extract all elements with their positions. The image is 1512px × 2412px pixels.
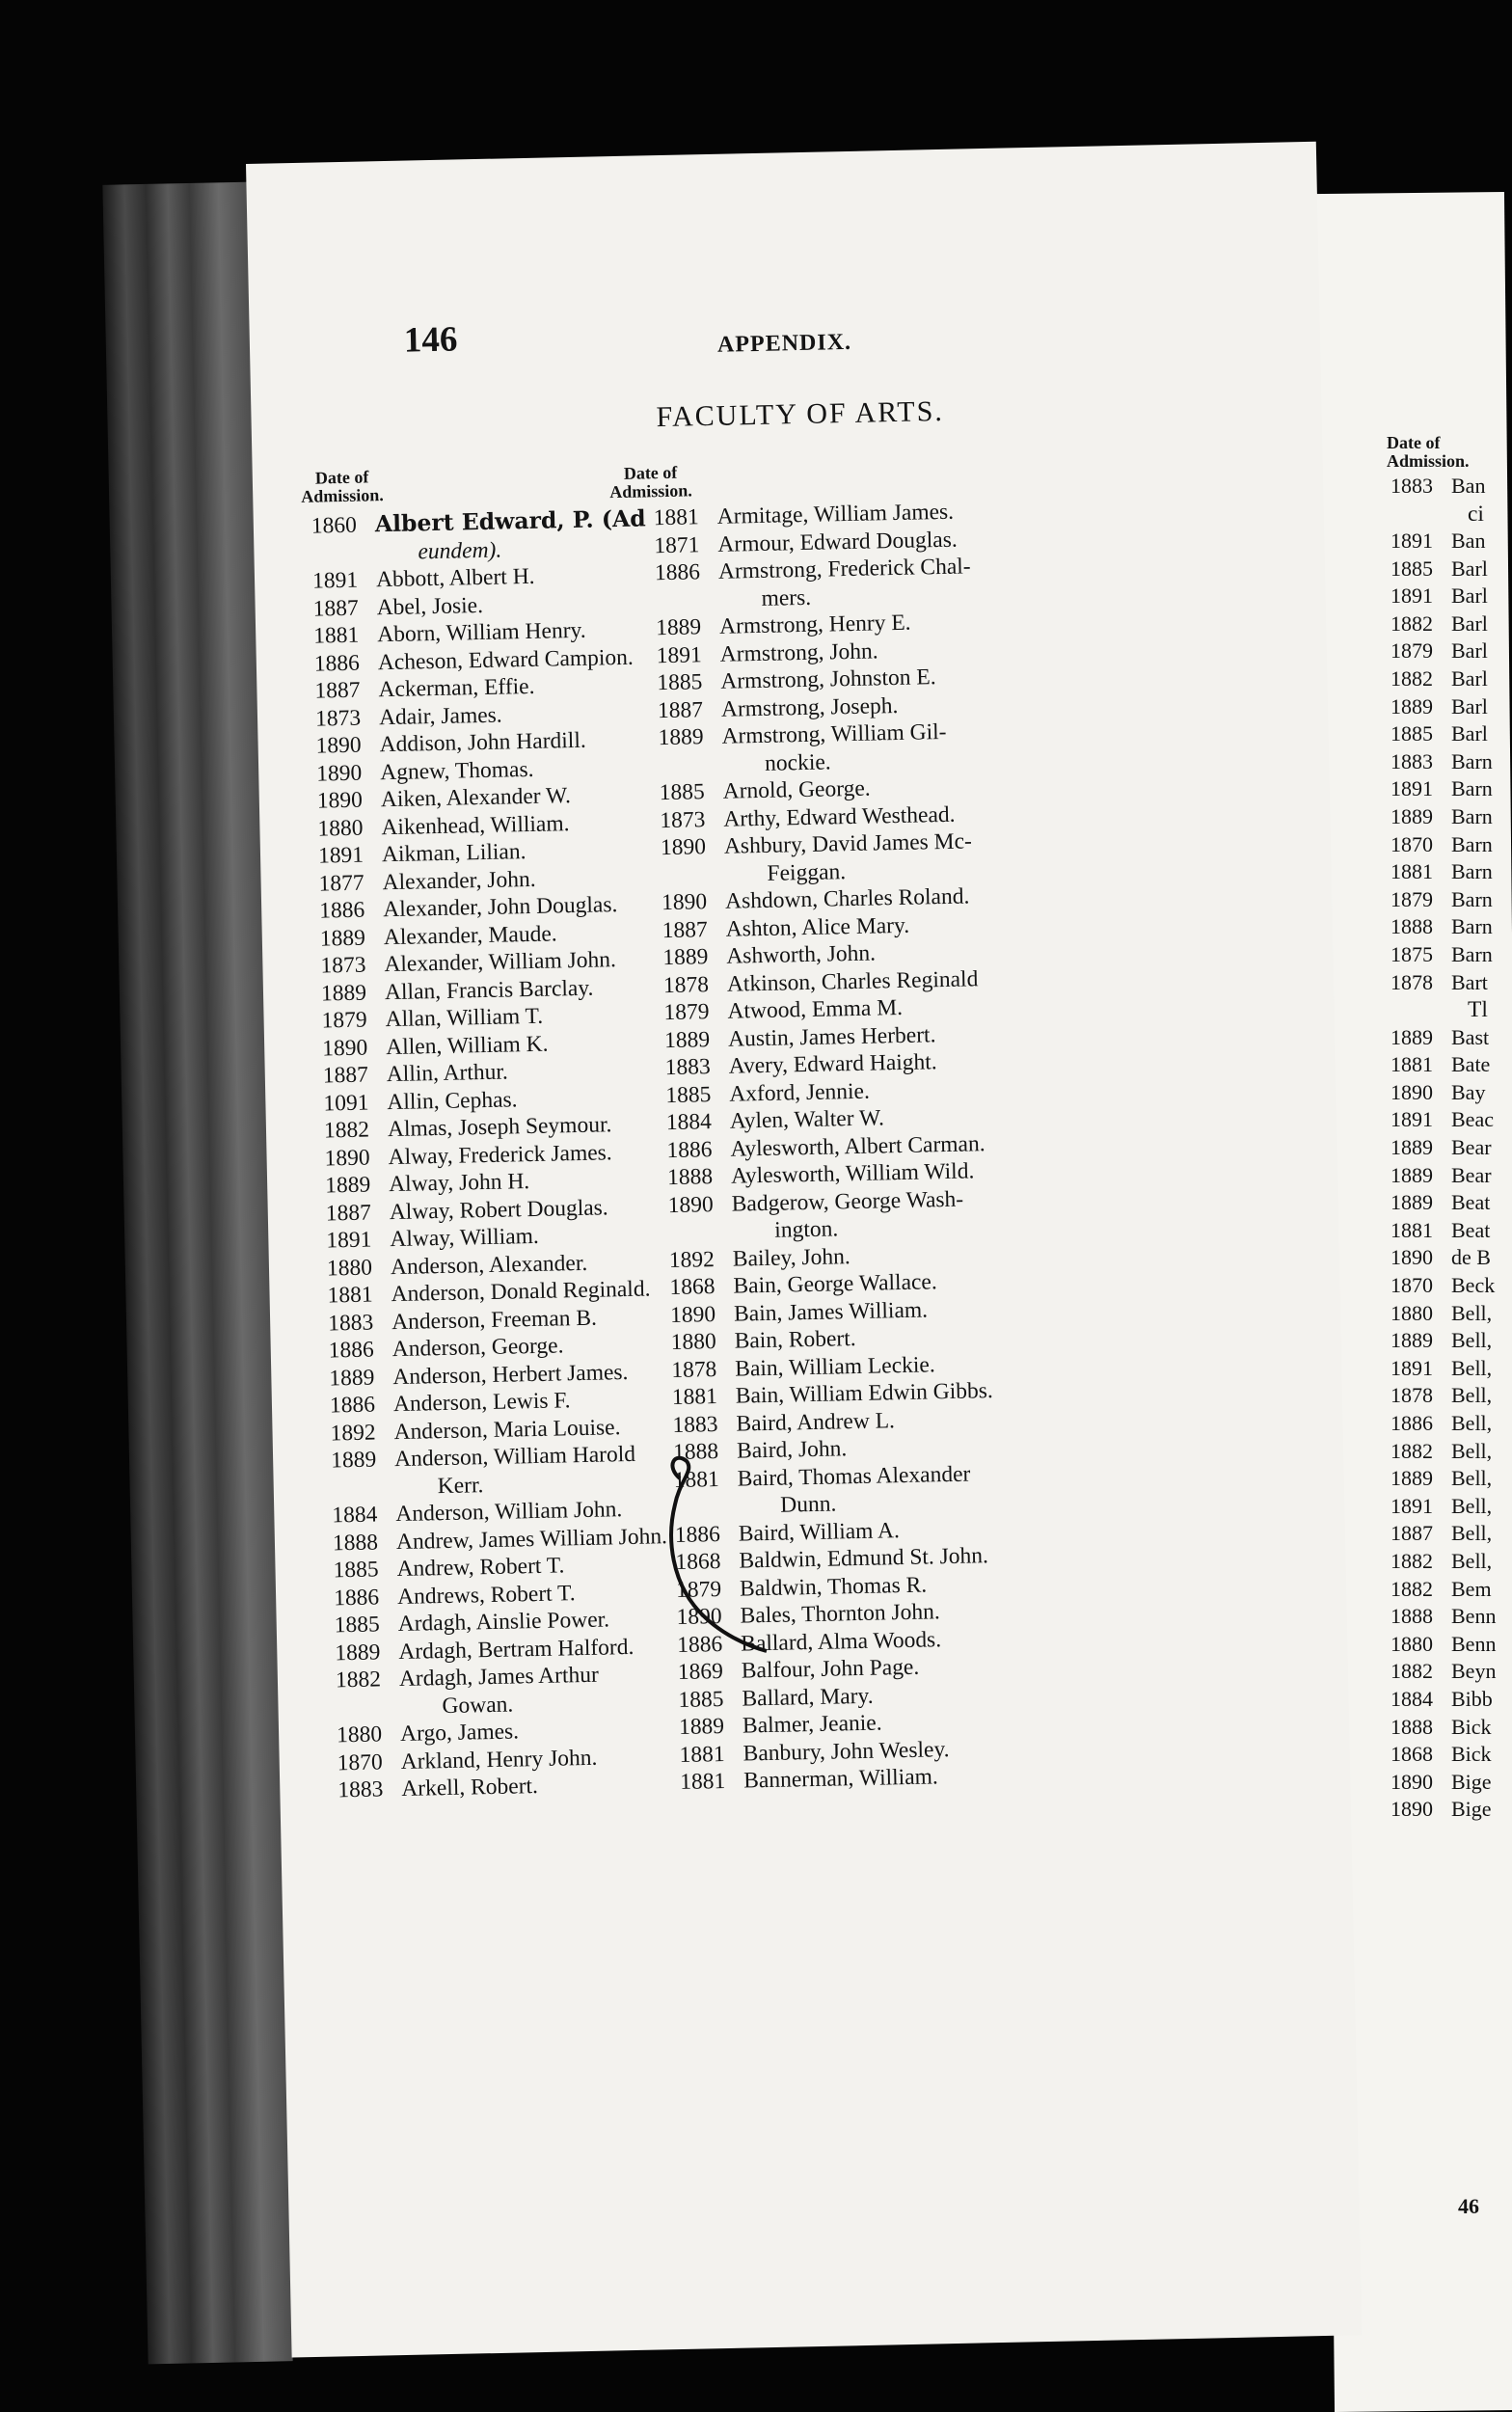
admission-year: 1885 — [334, 1612, 381, 1639]
admission-year: 1891 — [656, 641, 703, 668]
admission-year: 1888 — [1390, 1714, 1433, 1739]
student-name: Anderson, Freeman B. — [391, 1305, 598, 1335]
admission-year: 1886 — [313, 650, 361, 677]
student-name: Bailey, John. — [732, 1243, 850, 1272]
admission-year: 1890 — [660, 834, 707, 861]
admission-year: 1884 — [332, 1502, 378, 1529]
admission-year: 1870 — [1390, 1273, 1433, 1298]
student-name: Ashbury, David James Mc- — [723, 828, 973, 859]
student-name: Beat — [1451, 1217, 1491, 1242]
student-name: Ashworth, John. — [726, 940, 877, 969]
student-name: Arthy, Edward Westhead. — [723, 801, 956, 832]
student-name: Bick — [1451, 1742, 1492, 1767]
admission-year: 1883 — [1390, 748, 1433, 773]
student-name: Ashdown, Charles Roland. — [724, 883, 970, 914]
student-name: Alexander, John Douglas. — [382, 892, 618, 923]
student-name: Beyn — [1451, 1659, 1497, 1684]
student-name: Bige — [1451, 1797, 1492, 1822]
student-name: Bain, Robert. — [734, 1326, 856, 1354]
admission-year: 1884 — [1390, 1686, 1433, 1711]
student-name: Anderson, William John. — [395, 1497, 623, 1528]
admission-year: 1889 — [1390, 1024, 1433, 1049]
student-name: Allin, Arthur. — [386, 1059, 509, 1088]
student-name: Beck — [1451, 1273, 1496, 1298]
admission-year: 1890 — [1390, 1797, 1433, 1822]
student-name: Ban — [1451, 528, 1486, 554]
header-line-admission: Admission. — [1387, 451, 1470, 471]
student-name: Ballard, Alma Woods. — [740, 1626, 942, 1657]
student-name: Bige — [1451, 1769, 1492, 1794]
name-continuation: Feiggan. — [767, 858, 847, 886]
student-name: Alexander, Maude. — [383, 920, 557, 950]
student-name: Ashton, Alice Mary. — [725, 912, 910, 942]
student-name: Baird, Andrew L. — [736, 1407, 896, 1437]
student-name: Barl — [1451, 693, 1488, 718]
admission-year: 1878 — [1390, 1383, 1433, 1408]
student-name: Bell, — [1451, 1466, 1493, 1491]
admission-year: 1892 — [330, 1419, 376, 1446]
student-name: Addison, John Hardill. — [379, 727, 586, 758]
admission-year: 1889 — [678, 1713, 725, 1740]
admission-year: 1890 — [661, 889, 708, 916]
admission-year: 1879 — [1390, 638, 1433, 664]
student-name: Aikman, Lilian. — [381, 839, 526, 868]
admission-year: 1889 — [1390, 1135, 1433, 1160]
admission-year: 1883 — [338, 1776, 384, 1803]
student-name: Allan, Francis Barclay. — [384, 975, 594, 1005]
admission-year: 1882 — [323, 1117, 370, 1144]
admission-year: 1868 — [669, 1274, 716, 1301]
admission-year: 1882 — [1390, 610, 1433, 636]
admission-year: 1889 — [1390, 1162, 1433, 1187]
admission-year: 1868 — [675, 1549, 721, 1575]
admission-year: 1878 — [671, 1356, 717, 1383]
admission-year: 1881 — [312, 622, 360, 649]
student-name: Arkland, Henry John. — [400, 1745, 598, 1775]
student-name: Barn — [1451, 859, 1493, 884]
student-name: Bibb — [1451, 1686, 1493, 1711]
admission-year: 1873 — [660, 806, 706, 833]
admission-year: 1890 — [321, 1035, 368, 1062]
admission-year: 1880 — [1390, 1300, 1433, 1325]
admission-year: 1885 — [659, 779, 706, 806]
student-name: Armour, Edward Douglas. — [717, 527, 958, 557]
student-name: Acheson, Edward Campion. — [377, 644, 634, 675]
admission-year: 1888 — [1390, 1604, 1433, 1629]
student-name: Alway, Frederick James. — [388, 1139, 612, 1170]
student-name: Alway, Robert Douglas. — [389, 1194, 608, 1225]
student-name: Bart — [1451, 969, 1488, 994]
admission-year: 1890 — [316, 787, 364, 814]
student-name: Barn — [1451, 914, 1493, 939]
footer-number: 46 — [1458, 2194, 1479, 2218]
admission-year: 1882 — [335, 1667, 382, 1694]
student-name: Bear — [1451, 1162, 1492, 1187]
admission-year: 1890 — [669, 1301, 716, 1328]
student-name: Allin, Cephas. — [387, 1086, 518, 1115]
student-name: Baird, John. — [736, 1436, 848, 1464]
student-name: Allan, William T. — [385, 1003, 544, 1033]
student-name: Barn — [1451, 831, 1493, 856]
admission-year: 1860 — [310, 512, 358, 539]
student-name: Beac — [1451, 1107, 1494, 1132]
student-name: Agnew, Thomas. — [379, 756, 534, 785]
header-line-admission: Admission. — [301, 485, 384, 506]
admission-year: 1887 — [1390, 1521, 1433, 1546]
student-name: Bell, — [1451, 1411, 1493, 1435]
student-name: Alway, William. — [390, 1223, 540, 1253]
name-continuation: ington. — [774, 1216, 839, 1243]
admission-year: 1882 — [1390, 1548, 1433, 1573]
student-name: Anderson, Alexander. — [390, 1250, 588, 1280]
student-name: Alway, John H. — [388, 1169, 530, 1198]
student-name: Abbott, Albert H. — [375, 563, 535, 593]
admission-year: 1881 — [673, 1466, 719, 1493]
admission-year: 1883 — [1390, 474, 1433, 498]
student-name: Bell, — [1451, 1548, 1493, 1573]
student-name: Ban — [1451, 474, 1486, 498]
student-name: Benn — [1451, 1604, 1497, 1629]
admission-year: 1890 — [1390, 1079, 1433, 1104]
student-name: Barn — [1451, 804, 1493, 829]
student-name: Barn — [1451, 776, 1493, 801]
admission-year: 1890 — [1390, 1769, 1433, 1794]
admission-year: 1881 — [671, 1384, 718, 1411]
admission-year: 1091 — [323, 1090, 369, 1117]
admission-year: 1875 — [1390, 942, 1433, 966]
student-name: Andrew, James William John. — [395, 1523, 668, 1555]
admission-year: 1880 — [326, 1255, 373, 1281]
student-name: Adair, James. — [378, 702, 502, 730]
student-name: Anderson, Maria Louise. — [393, 1414, 621, 1445]
student-name: Bell, — [1451, 1355, 1493, 1380]
admission-year: 1888 — [332, 1529, 379, 1556]
admission-year: 1890 — [676, 1603, 722, 1630]
admission-year: 1881 — [1390, 1217, 1433, 1242]
admission-year: 1889 — [324, 1172, 371, 1199]
student-name: Allen, William K. — [385, 1031, 549, 1060]
name-continuation: mers. — [761, 584, 812, 611]
student-name: Ardagh, James Arthur — [398, 1662, 600, 1693]
admission-year: 1870 — [337, 1748, 384, 1775]
student-name: Alexander, John. — [382, 866, 536, 895]
student-name: Barl — [1451, 583, 1488, 609]
name-continuation: ci — [1468, 501, 1484, 527]
admission-year: 1885 — [657, 669, 703, 696]
admission-year: 1890 — [315, 732, 362, 759]
student-name: Aylesworth, Albert Carman. — [730, 1130, 986, 1162]
admission-year: 1879 — [1390, 886, 1433, 911]
admission-year: 1888 — [666, 1164, 714, 1191]
admission-year: 1878 — [662, 971, 710, 998]
student-name: Armstrong, Henry E. — [718, 610, 911, 639]
admission-year: 1887 — [312, 595, 359, 622]
student-name: Barn — [1451, 886, 1493, 911]
admission-year: 1891 — [1390, 583, 1433, 609]
admission-year: 1889 — [320, 980, 367, 1007]
admission-year: 1886 — [329, 1392, 376, 1419]
student-name: Anderson, William Harold — [393, 1441, 636, 1473]
admission-year: 1889 — [662, 944, 709, 971]
admission-year: 1890 — [667, 1191, 714, 1218]
admission-year: 1886 — [328, 1337, 375, 1364]
admission-year: 1885 — [1390, 556, 1433, 581]
name-continuation: Gowan. — [442, 1692, 514, 1719]
admission-year: 1873 — [320, 952, 366, 979]
student-name: Balmer, Jeanie. — [742, 1710, 882, 1739]
student-name: Barl — [1451, 610, 1488, 636]
admission-year: 1879 — [675, 1576, 722, 1603]
student-name: Baldwin, Edmund St. John. — [739, 1543, 989, 1574]
student-name: Barl — [1451, 721, 1488, 746]
student-name: Axford, Jennie. — [729, 1078, 871, 1107]
name-continuation: eundem). — [418, 537, 502, 564]
student-name: Armstrong, Johnston E. — [720, 664, 936, 694]
student-name: Beat — [1451, 1190, 1491, 1215]
admission-year: 1878 — [1390, 969, 1433, 994]
admission-year: 1886 — [666, 1136, 713, 1163]
student-name: Argo, James. — [399, 1719, 520, 1748]
student-name: Arnold, George. — [722, 775, 871, 804]
admission-year: 1891 — [1390, 1355, 1433, 1380]
admission-year: 1889 — [330, 1447, 377, 1474]
student-name: Almas, Joseph Seymour. — [387, 1112, 612, 1143]
student-name: Aylen, Walter W. — [729, 1105, 885, 1134]
student-name: Barl — [1451, 666, 1488, 691]
admission-year: 1891 — [317, 842, 364, 869]
admission-year: 1887 — [657, 696, 704, 723]
student-name: Bell, — [1451, 1328, 1493, 1353]
admission-year: 1887 — [662, 916, 708, 943]
student-name: Ardagh, Bertram Halford. — [398, 1634, 634, 1665]
admission-year: 1881 — [1390, 1052, 1433, 1077]
student-name: Bell, — [1451, 1300, 1493, 1325]
student-name: Alexander, William John. — [384, 947, 617, 978]
admission-year: 1882 — [1390, 1659, 1433, 1684]
running-head: APPENDIX. — [716, 329, 852, 358]
admission-year: 1886 — [676, 1631, 723, 1658]
admission-year: 1880 — [317, 815, 364, 842]
student-name: Barl — [1451, 638, 1488, 664]
student-name: Aiken, Alexander W. — [380, 783, 572, 813]
admission-year: 1887 — [314, 677, 361, 704]
admission-year: 1881 — [679, 1768, 726, 1795]
admission-year: 1868 — [1390, 1742, 1433, 1767]
admission-year: 1889 — [1390, 1190, 1433, 1215]
student-name: Banbury, John Wesley. — [742, 1736, 950, 1767]
admission-year: 1886 — [318, 897, 365, 924]
admission-year: 1880 — [1390, 1631, 1433, 1656]
student-name: Bem — [1451, 1576, 1492, 1601]
admission-year: 1889 — [655, 614, 702, 641]
admission-year: 1880 — [670, 1329, 716, 1356]
admission-year: 1892 — [668, 1246, 716, 1273]
student-name: Barn — [1451, 942, 1493, 966]
student-name: Bell, — [1451, 1493, 1493, 1518]
student-name: Aborn, William Henry. — [376, 617, 586, 648]
student-name: Austin, James Herbert. — [727, 1021, 936, 1052]
admission-year: 1870 — [1390, 831, 1433, 856]
student-name: Aikenhead, William. — [381, 810, 570, 840]
student-name: Armstrong, John. — [719, 637, 878, 667]
student-name: Bain, William Leckie. — [734, 1351, 935, 1382]
student-name: Atwood, Emma M. — [727, 994, 904, 1024]
student-name: Bain, James William. — [733, 1296, 929, 1327]
admission-year: 1886 — [654, 559, 701, 586]
student-name: Armstrong, Frederick Chal- — [717, 554, 971, 584]
student-name: Bear — [1451, 1135, 1492, 1160]
admission-year: 1889 — [1390, 804, 1433, 829]
student-name: Atkinson, Charles Reginald — [726, 965, 979, 997]
admission-year: 1888 — [672, 1439, 719, 1466]
student-name: Baird, Thomas Alexander — [737, 1461, 971, 1492]
admission-year: 1884 — [665, 1109, 713, 1136]
student-name: Baldwin, Thomas R. — [739, 1572, 928, 1602]
student-name: Bales, Thornton John. — [740, 1599, 941, 1629]
admission-year: 1887 — [322, 1062, 369, 1089]
student-name: Andrews, Robert T. — [396, 1580, 576, 1610]
student-name: Bast — [1451, 1024, 1490, 1049]
admission-year: 1871 — [654, 531, 700, 558]
admission-year: 1881 — [679, 1741, 725, 1768]
student-name: Bell, — [1451, 1383, 1493, 1408]
admission-year: 1889 — [1390, 1328, 1433, 1353]
admission-year: 1889 — [663, 1026, 711, 1053]
student-name: Badgerow, George Wash- — [731, 1186, 964, 1217]
admission-year: 1883 — [672, 1411, 718, 1438]
admission-year: 1889 — [319, 925, 366, 952]
admission-year: 1886 — [1390, 1411, 1433, 1435]
admission-year: 1887 — [325, 1200, 372, 1227]
admission-year: 1888 — [1390, 914, 1433, 939]
admission-year: 1891 — [311, 567, 359, 594]
admission-year: 1889 — [658, 724, 704, 751]
admission-year: 1889 — [1390, 1466, 1433, 1491]
name-continuation: Dunn. — [779, 1491, 837, 1518]
admission-year: 1881 — [1390, 859, 1433, 884]
admission-year: 1885 — [665, 1081, 712, 1108]
header-line-date-of: Date of — [1387, 433, 1441, 452]
student-name: Albert Edward, P. (Ad — [374, 504, 646, 538]
student-name: Ballard, Mary. — [742, 1683, 874, 1712]
student-name: Bick — [1451, 1714, 1492, 1739]
admission-year: 1886 — [333, 1584, 380, 1611]
student-name: Arkell, Robert. — [401, 1774, 539, 1802]
student-name: Bannerman, William. — [742, 1764, 939, 1794]
admission-year: 1889 — [335, 1639, 381, 1666]
admission-year: 1880 — [336, 1721, 383, 1748]
student-name: Benn — [1451, 1631, 1497, 1656]
admission-year: 1879 — [321, 1007, 367, 1034]
student-name: Bell, — [1451, 1438, 1493, 1463]
admission-year: 1869 — [677, 1658, 724, 1685]
student-name: Ardagh, Ainslie Power. — [397, 1607, 610, 1638]
student-name: Bay — [1451, 1079, 1486, 1104]
admission-year: 1889 — [1390, 693, 1433, 718]
name-continuation: Kerr. — [437, 1472, 484, 1499]
section-title: FACULTY OF ARTS. — [656, 394, 945, 434]
student-name: Balfour, John Page. — [741, 1654, 920, 1684]
student-name: Avery, Edward Haight. — [728, 1049, 937, 1079]
student-name: Bate — [1451, 1052, 1491, 1077]
student-name: Bain, William Edwin Gibbs. — [735, 1378, 993, 1409]
admission-year: 1890 — [1390, 1245, 1433, 1270]
admission-year: 1891 — [326, 1227, 372, 1254]
admission-year: 1890 — [315, 760, 363, 787]
admission-year: 1877 — [318, 870, 364, 897]
student-name: Andrew, Robert T. — [396, 1553, 565, 1583]
name-continuation: Tl — [1468, 997, 1488, 1023]
admission-year: 1885 — [333, 1557, 379, 1584]
student-name: Anderson, Lewis F. — [392, 1388, 571, 1418]
admission-year: 1891 — [1390, 776, 1433, 801]
admission-year: 1883 — [664, 1054, 711, 1081]
admission-year: 1885 — [1390, 721, 1433, 746]
header-line-date-of: Date of — [314, 467, 369, 488]
student-name: Armitage, William James. — [716, 499, 955, 529]
student-name: Armstrong, Joseph. — [720, 692, 899, 722]
admission-year: 1891 — [1390, 1107, 1433, 1132]
admission-year: 1873 — [314, 705, 362, 732]
student-name: Armstrong, William Gil- — [721, 718, 947, 749]
admission-year: 1885 — [678, 1686, 724, 1713]
student-name: Anderson, Donald Reginald. — [391, 1276, 651, 1308]
student-name: de B — [1451, 1245, 1491, 1270]
admission-year: 1891 — [1390, 1493, 1433, 1518]
admission-year: 1883 — [327, 1309, 374, 1336]
admission-year: 1882 — [1390, 1438, 1433, 1463]
student-name: Anderson, Herbert James. — [392, 1359, 629, 1390]
student-name: Bain, George Wallace. — [733, 1269, 937, 1299]
student-name: Ackerman, Effie. — [378, 673, 535, 703]
student-name: Anderson, George. — [392, 1333, 564, 1363]
admission-year: 1891 — [1390, 528, 1433, 554]
admission-year: 1889 — [329, 1364, 375, 1391]
admission-year: 1881 — [653, 504, 700, 531]
name-continuation: nockie. — [764, 748, 831, 776]
admission-year: 1881 — [327, 1282, 373, 1309]
admission-year: 1882 — [1390, 666, 1433, 691]
page-number: 146 — [403, 319, 458, 361]
student-name: Barl — [1451, 556, 1488, 581]
admission-year: 1890 — [324, 1145, 370, 1172]
student-name: Barn — [1451, 748, 1493, 773]
student-name: Abel, Josie. — [376, 592, 484, 620]
admission-year: 1886 — [674, 1521, 721, 1548]
admission-year: 1879 — [663, 999, 710, 1026]
header-line-date-of: Date of — [623, 462, 678, 483]
admission-year: 1882 — [1390, 1576, 1433, 1601]
header-line-admission: Admission. — [608, 480, 692, 502]
student-name: Baird, William A. — [738, 1517, 901, 1547]
student-name: Aylesworth, William Wild. — [730, 1158, 975, 1189]
student-name: Bell, — [1451, 1521, 1493, 1546]
